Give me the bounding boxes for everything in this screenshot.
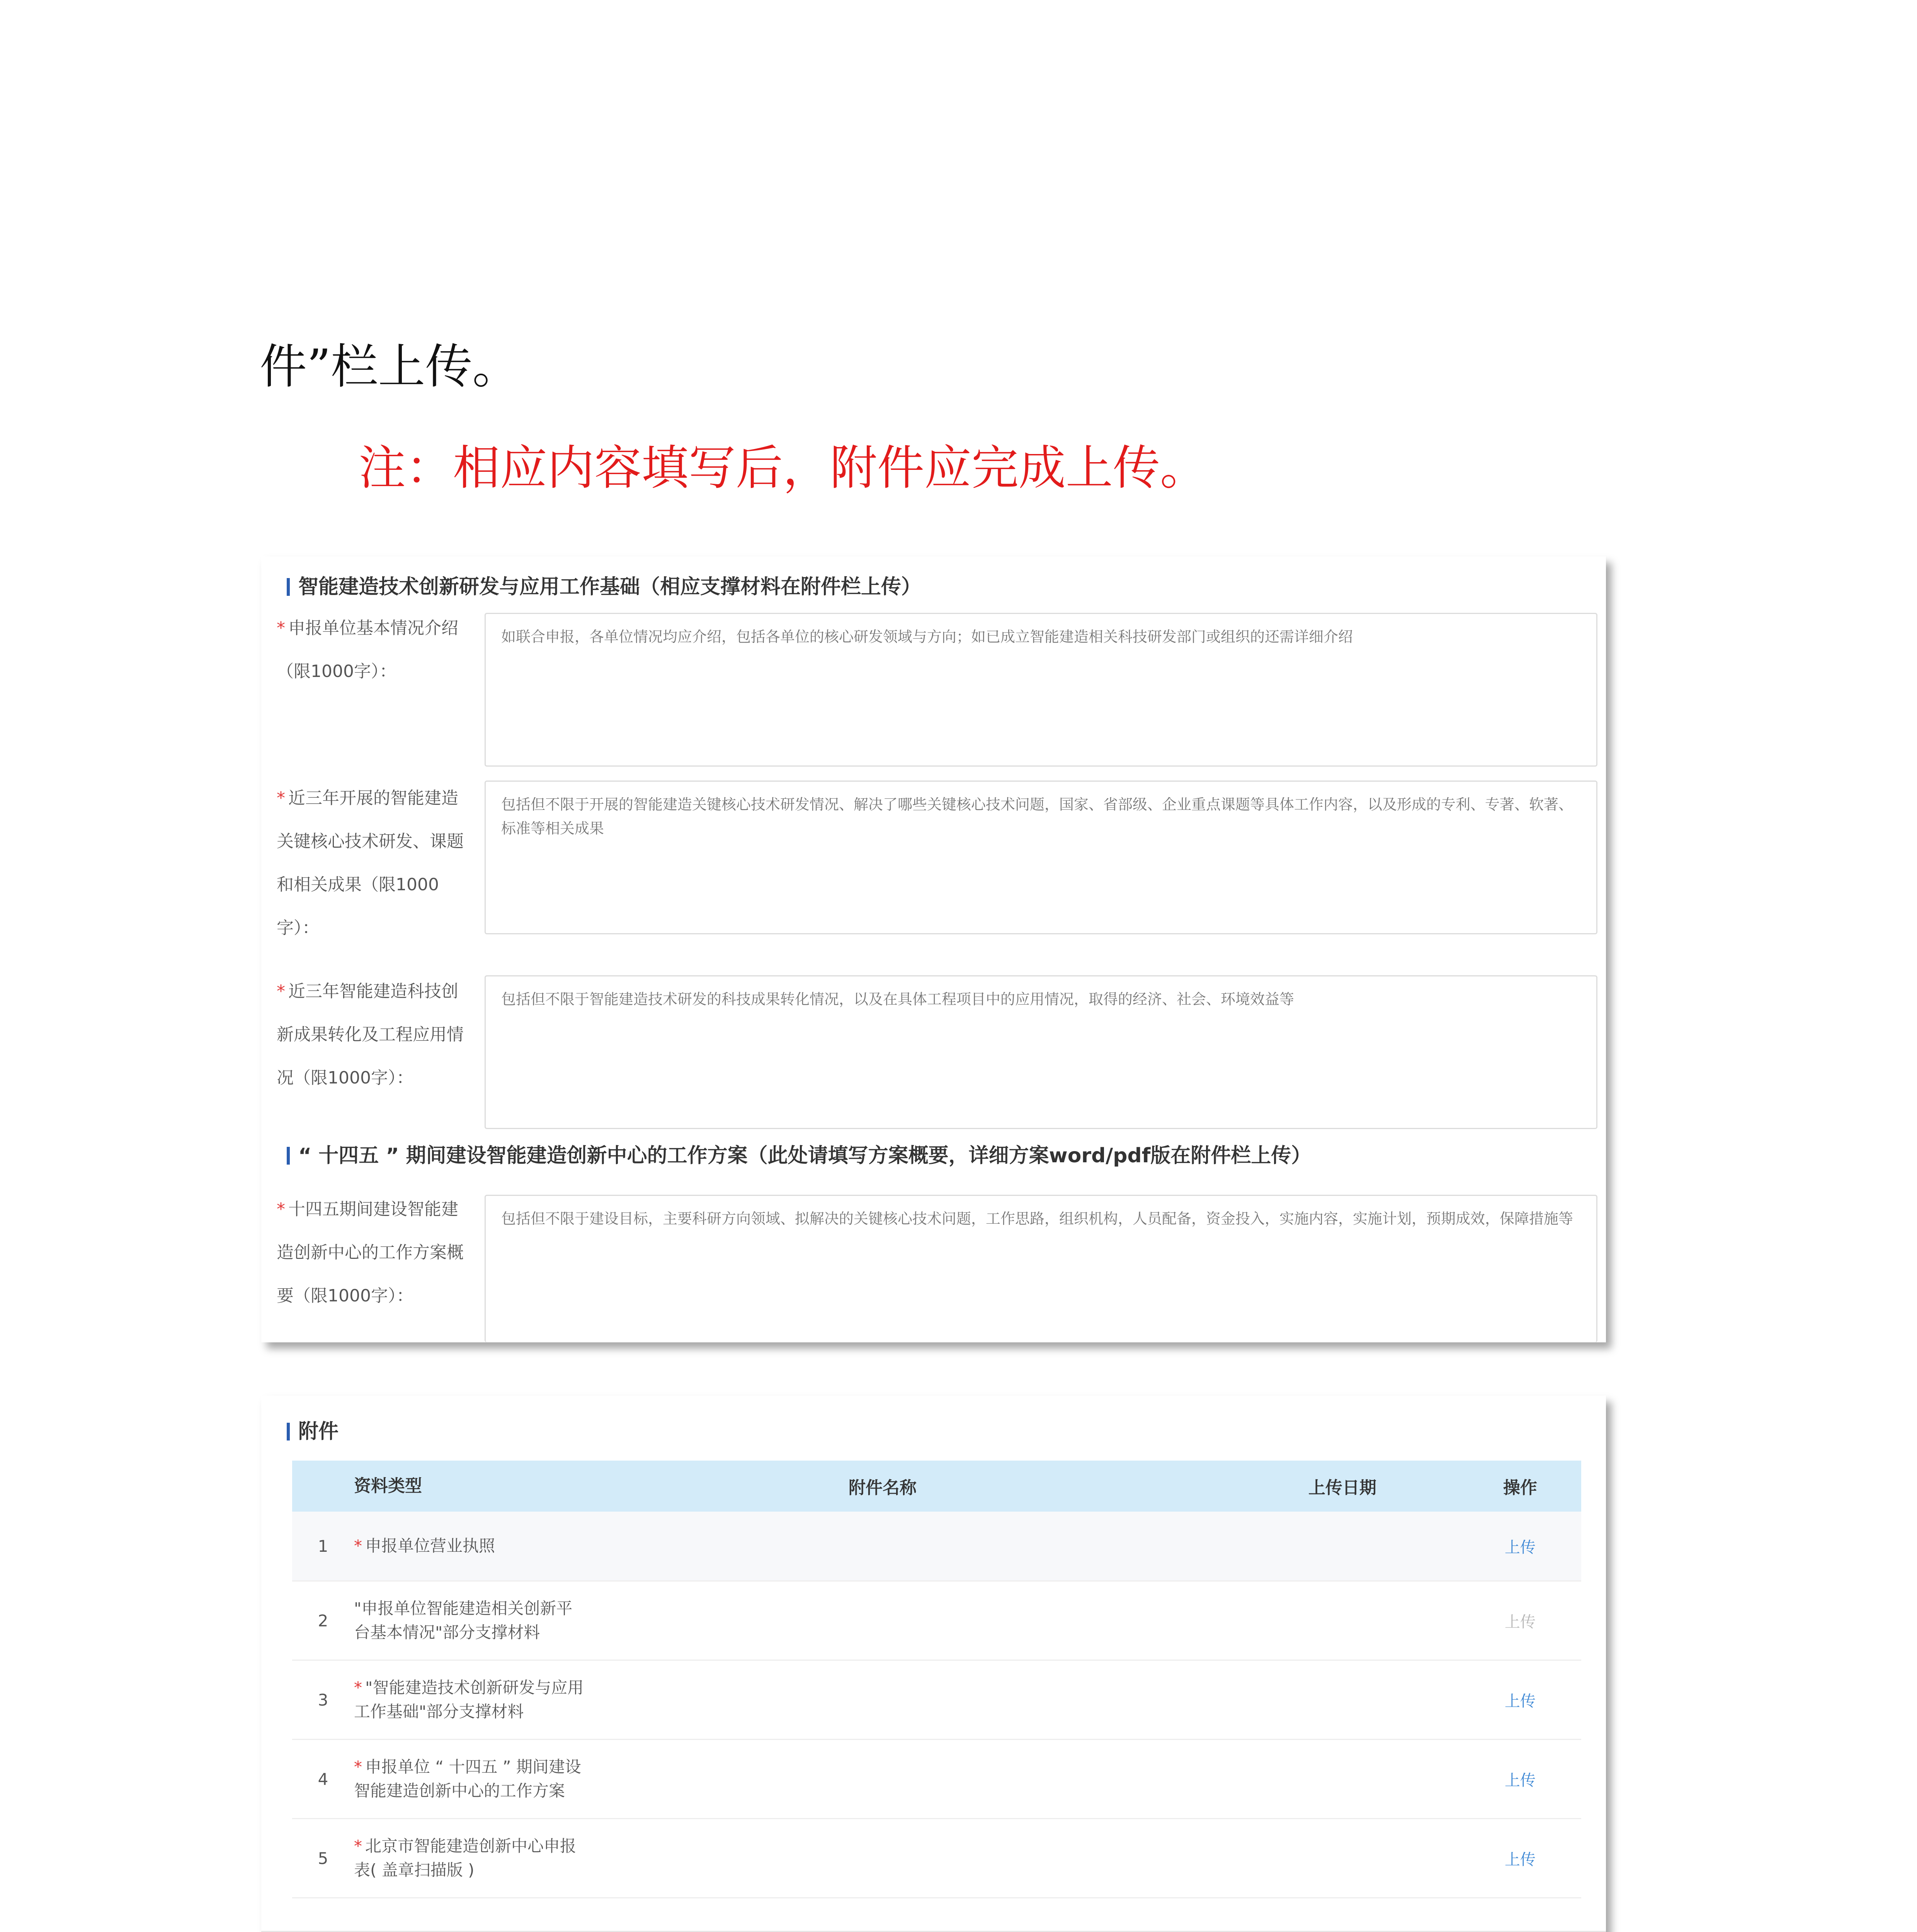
field-label-plan: * 十四五期间建设智能建造创新中心的工作方案概要（限1000字）： <box>277 1199 464 1306</box>
upload-link[interactable]: 上传 <box>1505 1692 1536 1710</box>
required-star-icon: * <box>277 981 285 1001</box>
upload-link-disabled: 上传 <box>1505 1613 1536 1631</box>
field-label-research: * 近三年开展的智能建造关键核心技术研发、课题和相关成果（限1000字）： <box>277 788 464 938</box>
required-star-icon: * <box>354 1678 362 1697</box>
field-label-transfer: * 近三年智能建造科技创新成果转化及工程应用情况（限1000字）： <box>277 981 464 1088</box>
section-bar-icon <box>287 1147 290 1165</box>
header-op: 操作 <box>1503 1478 1537 1498</box>
section-bar-icon <box>287 1423 290 1440</box>
red-note: 注：相应内容填写后，附件应完成上传。 <box>359 440 1207 495</box>
required-star-icon: * <box>277 1199 285 1219</box>
attachments-table <box>292 1461 1581 1898</box>
form-screenshot <box>261 556 1606 1342</box>
required-star-icon: * <box>277 788 285 808</box>
intro-textarea[interactable] <box>485 613 1597 767</box>
required-star-icon: * <box>354 1837 362 1855</box>
upload-link[interactable]: 上传 <box>1505 1538 1536 1556</box>
required-star-icon: * <box>354 1757 362 1776</box>
attachments-screenshot <box>261 1396 1606 1932</box>
table-header <box>292 1461 1581 1512</box>
table-row: 3 * "智能建造技术创新研发与应用工作基础"部分支撑材料 上传 <box>292 1661 1581 1740</box>
transfer-textarea[interactable] <box>485 975 1597 1129</box>
table-row: 2 "申报单位智能建造相关创新平台基本情况"部分支撑材料 上传 <box>292 1582 1581 1661</box>
upload-link[interactable]: 上传 <box>1505 1771 1536 1789</box>
required-star-icon: * <box>277 618 285 638</box>
required-star-icon: * <box>354 1536 362 1555</box>
doc-line-top: 件”栏上传。 <box>260 339 520 394</box>
header-date: 上传日期 <box>1308 1478 1376 1498</box>
section2-title: “ 十四五 ” 期间建设智能建造创新中心的工作方案（此处请填写方案概要，详细方案word/pdf版在附件栏上传） <box>287 1139 1311 1168</box>
header-type: 资料类型 <box>354 1476 422 1496</box>
table-row: 4 * 申报单位 “ 十四五 ” 期间建设智能建造创新中心的工作方案 上传 <box>292 1740 1581 1819</box>
field-label-intro: * 申报单位基本情况介绍（限1000字）： <box>277 618 458 681</box>
section1-title: 智能建造技术创新研发与应用工作基础（相应支撑材料在附件栏上传） <box>287 570 921 599</box>
plan-textarea[interactable] <box>485 1195 1597 1342</box>
attachments-title: 附件 <box>287 1415 338 1444</box>
research-textarea[interactable] <box>485 781 1597 934</box>
table-row: 1 * 申报单位营业执照 上传 <box>292 1512 1581 1582</box>
table-row: 5 * 北京市智能建造创新中心申报表( 盖章扫描版 ) 上传 <box>292 1819 1581 1898</box>
header-name: 附件名称 <box>849 1478 917 1498</box>
upload-link[interactable]: 上传 <box>1505 1850 1536 1869</box>
section-bar-icon <box>287 578 290 596</box>
